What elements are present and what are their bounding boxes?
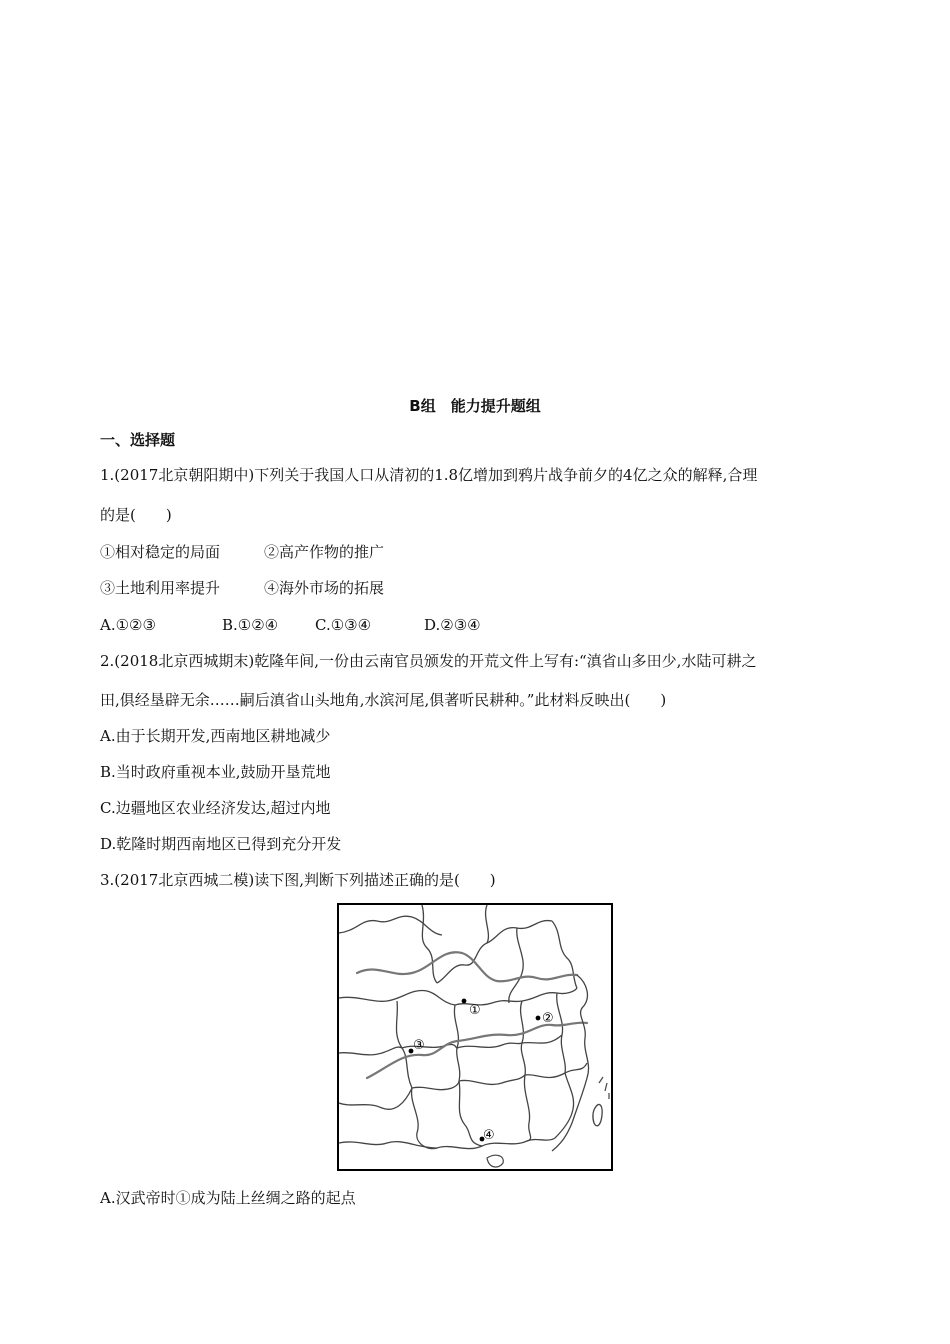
- map-label-1: ①: [469, 1003, 481, 1018]
- q1-option-d: D.②③④: [424, 616, 481, 634]
- map-label-3: ③: [413, 1038, 425, 1053]
- map-label-2: ②: [542, 1011, 554, 1026]
- q2-stem-line2: 田,俱经垦辟无余……嗣后滇省山头地角,水滨河尾,俱著听民耕种。”此材料反映出( ): [100, 691, 667, 709]
- q1-stem-line2: 的是( ): [100, 506, 172, 524]
- q2-option-d: D.乾隆时期西南地区已得到充分开发: [100, 835, 342, 853]
- q1-item-4: ④海外市场的拓展: [264, 579, 385, 597]
- q1-item-2: ②高产作物的推广: [264, 543, 385, 561]
- section-title: 一、选择题: [100, 431, 176, 449]
- q2-option-a: A.由于长期开发,西南地区耕地减少: [100, 727, 331, 745]
- q3-stem: 3.(2017北京西城二模)读下图,判断下列描述正确的是( ): [100, 871, 496, 889]
- location-dot-1: [462, 999, 467, 1004]
- china-map-figure: [337, 903, 613, 1171]
- q1-option-b: B.①②④: [222, 616, 279, 634]
- q2-option-c: C.边疆地区农业经济发达,超过内地: [100, 799, 331, 817]
- q1-item-3: ③土地利用率提升: [100, 579, 221, 597]
- q2-stem-line1: 2.(2018北京西城期末)乾隆年间,一份由云南官员颁发的开荒文件上写有:“滇省山多田少,水陆可耕之: [100, 652, 757, 670]
- q1-stem-line1: 1.(2017北京朝阳期中)下列关于我国人口从清初的1.8亿增加到鸦片战争前夕的4亿之众的解释,合理: [100, 466, 758, 484]
- group-title: B组 能力提升题组: [409, 397, 541, 415]
- map-label-4: ④: [483, 1128, 495, 1143]
- q1-item-1: ①相对稳定的局面: [100, 543, 221, 561]
- q1-option-c: C.①③④: [315, 616, 372, 634]
- q3-option-a: A.汉武帝时①成为陆上丝绸之路的起点: [100, 1189, 356, 1207]
- q2-option-b: B.当时政府重视本业,鼓励开垦荒地: [100, 763, 331, 781]
- q1-option-a: A.①②③: [100, 616, 156, 634]
- location-dot-2: [536, 1016, 541, 1021]
